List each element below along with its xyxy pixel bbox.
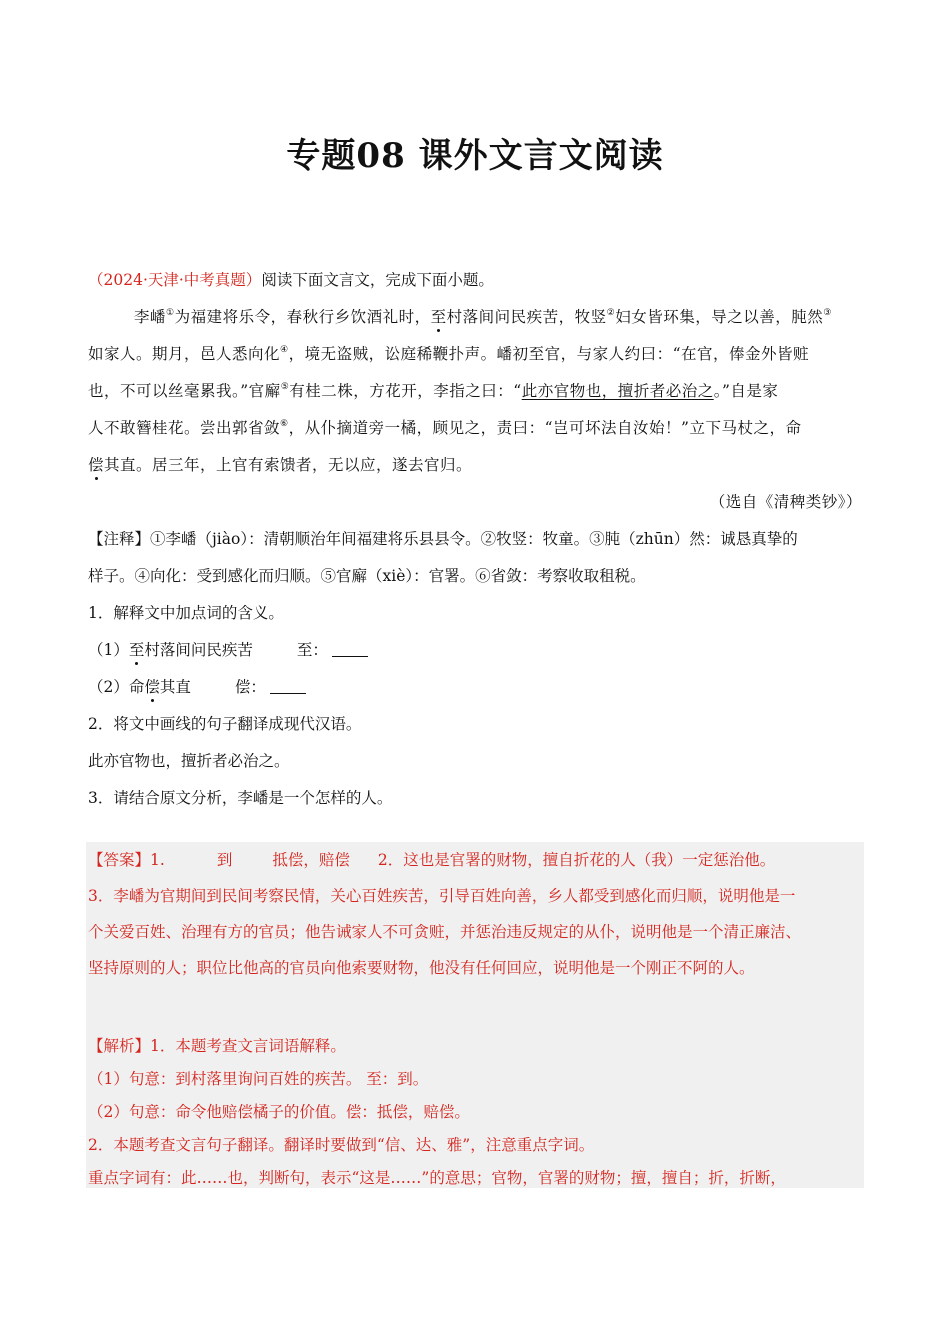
notes-line: 样子。④向化：受到感化而归顺。⑤官廨（xiè）：官署。⑥省敛：考察收取租税。 — [88, 567, 646, 585]
analysis-line: 重点字词有：此……也，判断句，表示“这是……”的意思；官物，官署的财物；擅，擅自；折，折断， — [88, 1169, 786, 1187]
classical-passage — [88, 305, 862, 527]
analysis-line: （1）句意：到村落里询问百姓的疾苦。 至：到。 — [88, 1070, 429, 1088]
passage-line: 如家人。期月，邑人悉向化④，境无盗贼，讼庭稀鞭扑声。嶓初至官，与家人约曰：“在官，俸金外皆赃 — [88, 345, 810, 363]
analysis-line: 【解析】1．本题考查文言词语解释。 — [88, 1037, 346, 1055]
passage-line: 也，不可以丝毫累我。”官廨⑤有桂二株，方花开，李指之曰：“此亦官物也，擅折者必治之。”自是家 — [88, 382, 779, 400]
answer-line: 个关爱百姓、治理有方的官员；他告诫家人不可贪赃，并惩治违反规定的从仆，说明他是一个清正廉洁、 — [88, 923, 802, 941]
footnote-mark: ④ — [280, 345, 289, 355]
answer-box — [86, 842, 864, 1188]
footnote-mark: ③ — [823, 308, 832, 318]
notes-line: 【注释】①李嶓（jiào）：清朝顺治年间福建将乐县县令。②牧竖：牧童。③肫（zhūn）然：诚恳真挚的 — [88, 530, 798, 548]
passage-line: 偿其直。居三年，上官有索馈者，无以应，遂去官归。 — [88, 456, 473, 474]
answer-blank[interactable] — [270, 677, 306, 694]
question-1-2: （2）命偿其直 偿： — [88, 675, 862, 712]
analysis-line: 2．本题考查文言句子翻译。翻译时要做到“信、达、雅”，注意重点字词。 — [88, 1136, 595, 1154]
answer-line: 3．李嶓为官期间到民间考察民情，关心百姓疾苦，引导百姓向善，乡人都受到感化而归顺，说明他是一 — [88, 887, 796, 905]
dotted-word: 偿 — [88, 456, 105, 474]
spacer — [88, 990, 862, 1032]
footnote-mark: ⑥ — [280, 419, 289, 429]
footnote-mark: ⑤ — [280, 382, 290, 392]
passage-source: （选自《清稗类钞》） — [709, 493, 862, 511]
dotted-word: 至 — [128, 641, 145, 659]
question-2-sentence: 此亦官物也，擅折者必治之。 — [88, 752, 290, 770]
question-1: 1．解释文中加点词的含义。 — [88, 604, 284, 622]
passage-line: 李嶓①为福建将乐令，春秋行乡饮酒礼时，至村落间问民疾苦，牧竖②妇女皆环集，导之以善，肫然③ — [134, 308, 832, 326]
page-title: 专题08 课外文言文阅读 — [286, 136, 664, 176]
answer-blank[interactable] — [332, 640, 368, 657]
question-3: 3．请结合原文分析，李嶓是一个怎样的人。 — [88, 789, 393, 807]
instruction: 阅读下面文言文，完成下面小题。 — [261, 271, 494, 289]
dotted-word: 偿 — [144, 678, 160, 696]
question-2: 2．将文中画线的句子翻译成现代汉语。 — [88, 715, 362, 733]
source-tag: （2024·天津·中考真题） — [88, 271, 262, 289]
analysis-line: （2）句意：命令他赔偿橘子的价值。偿：抵偿，赔偿。 — [88, 1103, 470, 1121]
answer-line: 坚持原则的人；职位比他高的官员向他索要财物，他没有任何回应，说明他是一个刚正不阿的人。 — [88, 959, 755, 977]
question-section — [88, 268, 862, 823]
answer-line: 【答案】1. 到 抵偿，赔偿 2．这也是官署的财物，擅自折花的人（我）一定惩治他。 — [88, 851, 776, 869]
footnote-mark: ② — [606, 308, 616, 318]
passage-line: 人不敢簪桂花。尝出郭省敛⑥，从仆摘道旁一橘，顾见之，责曰：“岂可坏法自汝始！”立下马杖之，命 — [88, 419, 802, 437]
underlined-sentence: 此亦官物也，擅折者必治之 — [521, 382, 714, 400]
question-intro — [88, 268, 862, 305]
question-1-1: （1）至村落间问民疾苦 至： — [88, 638, 862, 675]
footnote-mark: ① — [166, 308, 175, 318]
dotted-word: 至 — [430, 308, 447, 326]
